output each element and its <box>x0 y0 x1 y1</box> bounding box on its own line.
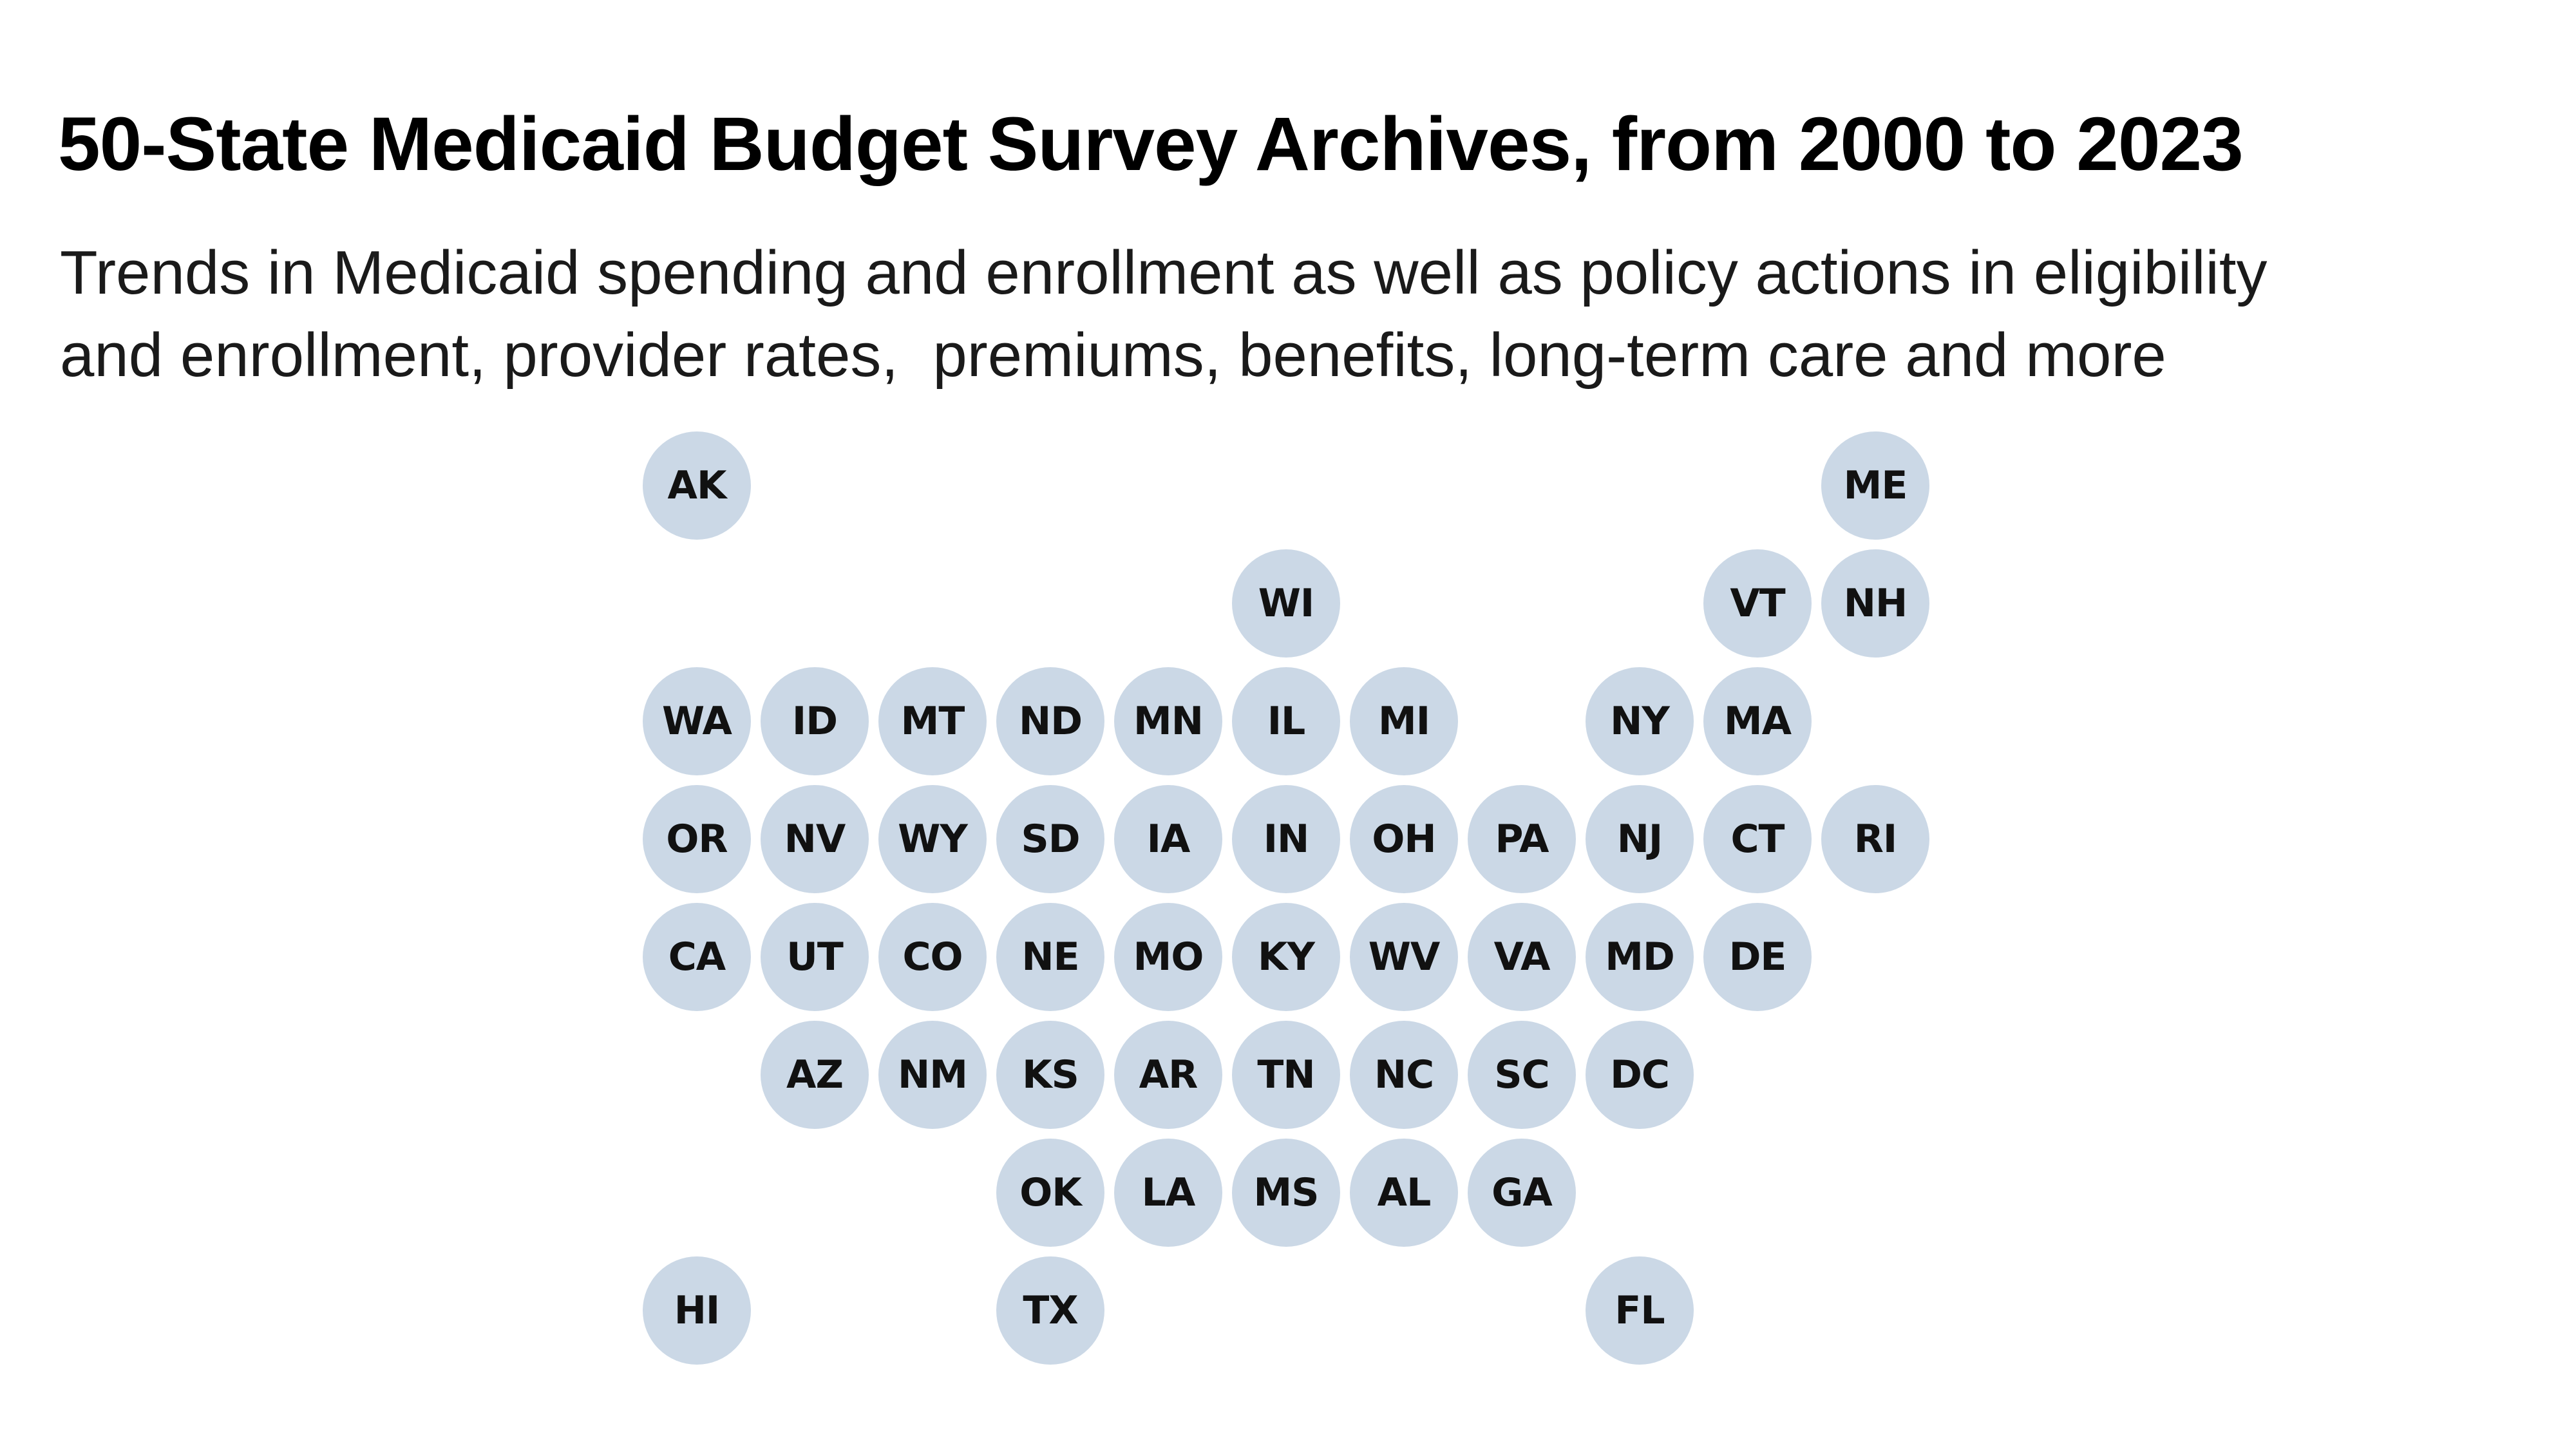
state-tile-tn[interactable]: TN <box>1232 1021 1340 1129</box>
state-tile-or[interactable]: OR <box>643 785 751 893</box>
state-tile-nd[interactable]: ND <box>996 667 1104 775</box>
state-tile-nh[interactable]: NH <box>1821 549 1929 658</box>
state-tile-in[interactable]: IN <box>1232 785 1340 893</box>
state-tile-mi[interactable]: MI <box>1350 667 1458 775</box>
state-tile-mo[interactable]: MO <box>1114 903 1222 1011</box>
page-subtitle <box>60 232 2539 397</box>
state-tile-ak[interactable]: AK <box>643 431 751 540</box>
state-tile-ar[interactable]: AR <box>1114 1021 1222 1129</box>
state-tile-ny[interactable]: NY <box>1586 667 1694 775</box>
state-tile-al[interactable]: AL <box>1350 1139 1458 1247</box>
state-tile-ms[interactable]: MS <box>1232 1139 1340 1247</box>
state-tile-de[interactable]: DE <box>1703 903 1812 1011</box>
state-tile-ne[interactable]: NE <box>996 903 1104 1011</box>
state-tile-ri[interactable]: RI <box>1821 785 1929 893</box>
state-tile-hi[interactable]: HI <box>643 1256 751 1365</box>
state-tile-id[interactable]: ID <box>761 667 869 775</box>
state-tile-mt[interactable]: MT <box>878 667 987 775</box>
state-tile-nv[interactable]: NV <box>761 785 869 893</box>
state-tile-oh[interactable]: OH <box>1350 785 1458 893</box>
page-title: 50-State Medicaid Budget Survey Archives, from 2000 to 2023 <box>58 102 2243 187</box>
state-tile-co[interactable]: CO <box>878 903 987 1011</box>
state-tile-ga[interactable]: GA <box>1468 1139 1576 1247</box>
state-tile-nm[interactable]: NM <box>878 1021 987 1129</box>
state-tile-va[interactable]: VA <box>1468 903 1576 1011</box>
state-tile-pa[interactable]: PA <box>1468 785 1576 893</box>
state-tile-il[interactable]: IL <box>1232 667 1340 775</box>
subtitle-line-1: Trends in Medicaid spending and enrollment as well as policy actions in eligibility <box>60 238 2268 307</box>
state-tile-ok[interactable]: OK <box>996 1139 1104 1247</box>
state-tile-ut[interactable]: UT <box>761 903 869 1011</box>
state-tile-wv[interactable]: WV <box>1350 903 1458 1011</box>
state-tile-nc[interactable]: NC <box>1350 1021 1458 1129</box>
state-tile-ca[interactable]: CA <box>643 903 751 1011</box>
state-tile-vt[interactable]: VT <box>1703 549 1812 658</box>
state-tile-tx[interactable]: TX <box>996 1256 1104 1365</box>
state-tile-wa[interactable]: WA <box>643 667 751 775</box>
state-tile-la[interactable]: LA <box>1114 1139 1222 1247</box>
state-tile-wy[interactable]: WY <box>878 785 987 893</box>
state-tile-wi[interactable]: WI <box>1232 549 1340 658</box>
state-tile-md[interactable]: MD <box>1586 903 1694 1011</box>
subtitle-line-2: and enrollment, provider rates, premiums, benefits, long-term care and more <box>60 321 2166 390</box>
state-tile-ks[interactable]: KS <box>996 1021 1104 1129</box>
state-tile-ia[interactable]: IA <box>1114 785 1222 893</box>
state-tile-mn[interactable]: MN <box>1114 667 1222 775</box>
state-tile-dc[interactable]: DC <box>1586 1021 1694 1129</box>
state-tile-sc[interactable]: SC <box>1468 1021 1576 1129</box>
state-tile-me[interactable]: ME <box>1821 431 1929 540</box>
state-tile-ky[interactable]: KY <box>1232 903 1340 1011</box>
state-tile-nj[interactable]: NJ <box>1586 785 1694 893</box>
state-tile-ma[interactable]: MA <box>1703 667 1812 775</box>
state-tile-az[interactable]: AZ <box>761 1021 869 1129</box>
state-tile-ct[interactable]: CT <box>1703 785 1812 893</box>
state-tile-fl[interactable]: FL <box>1586 1256 1694 1365</box>
state-tile-sd[interactable]: SD <box>996 785 1104 893</box>
